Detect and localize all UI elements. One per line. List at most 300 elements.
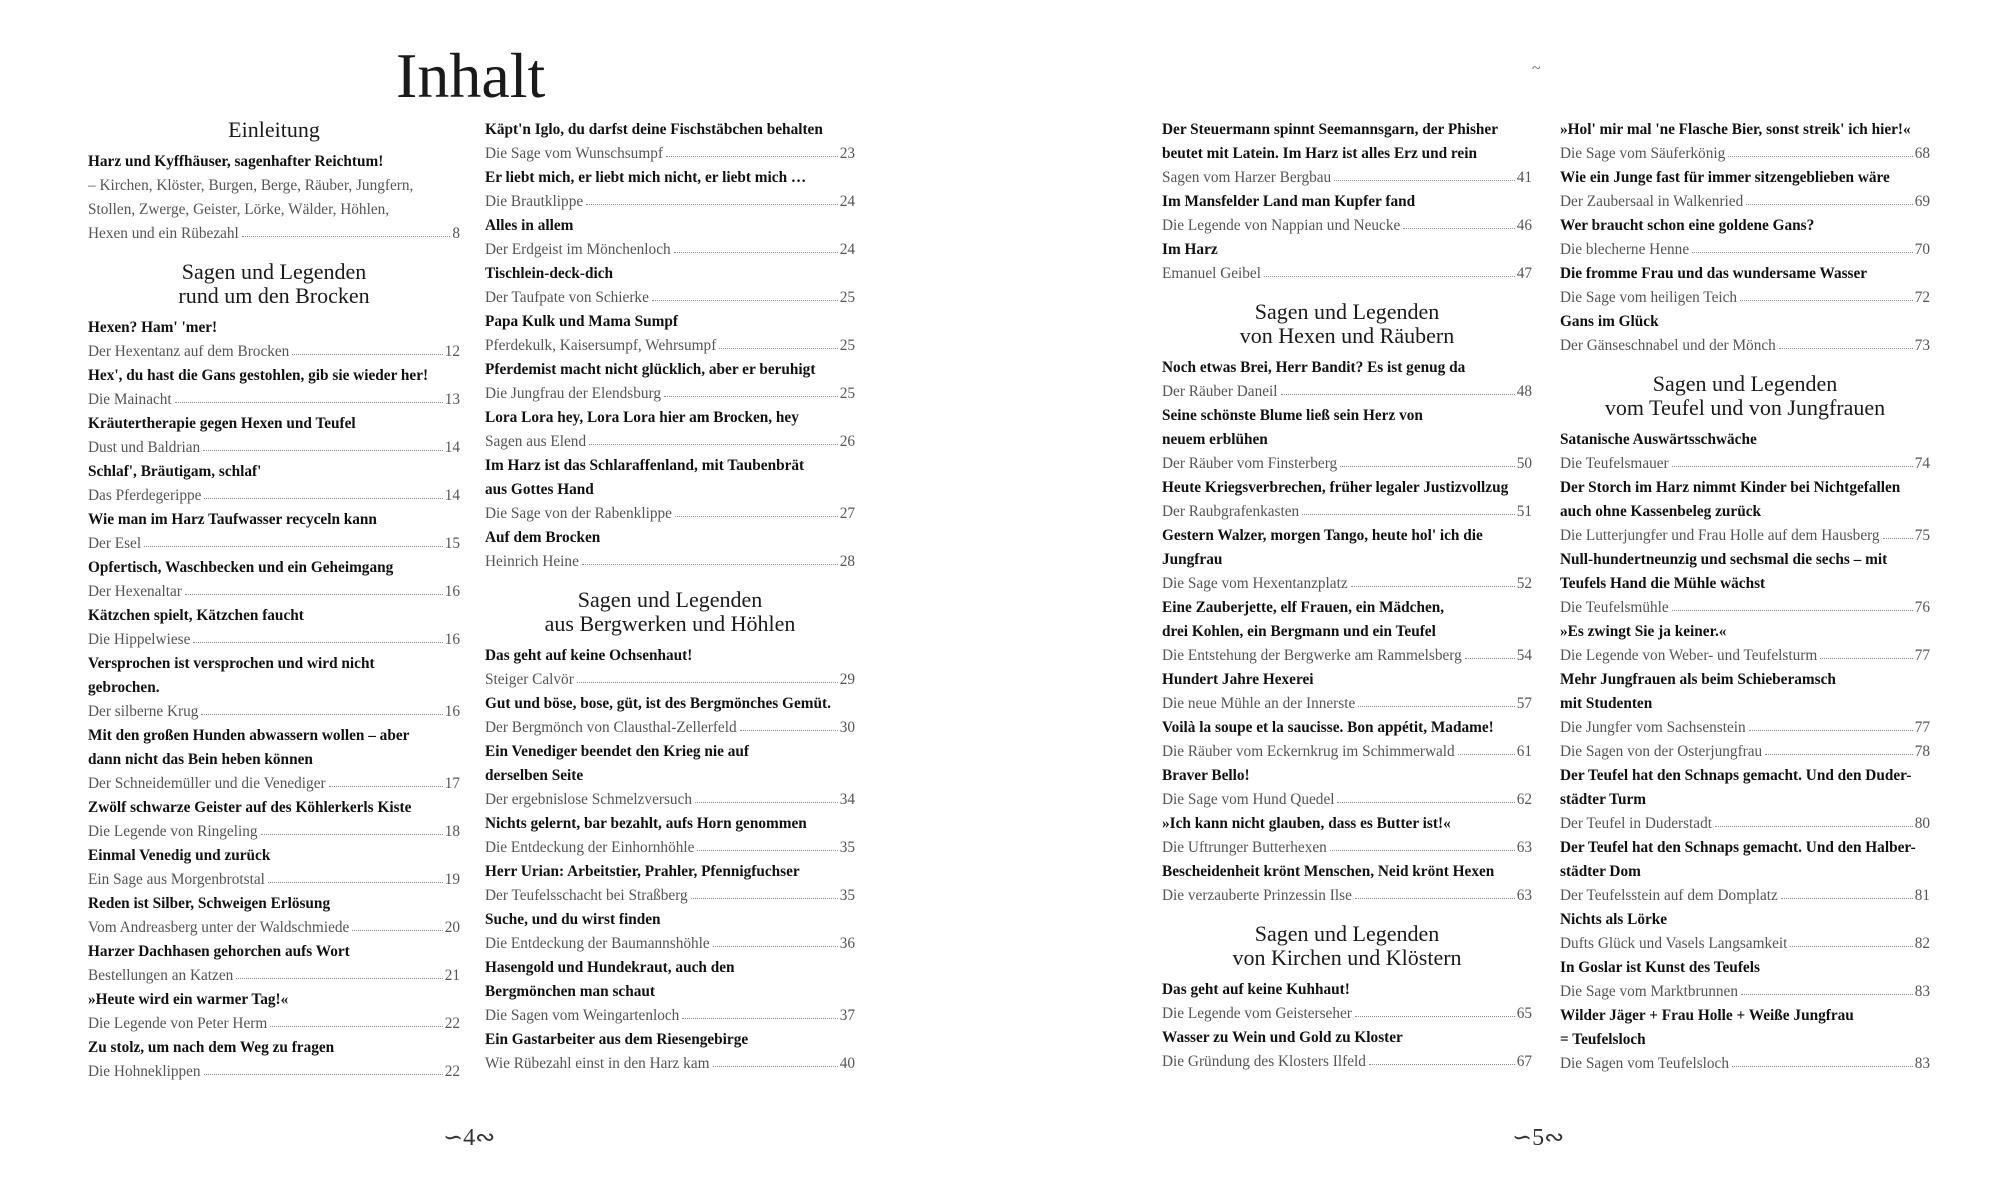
story-title: auch ohne Kassenbeleg zurück bbox=[1560, 503, 1762, 520]
toc-page-number: 70 bbox=[1914, 241, 1930, 258]
toc-entry-title: Vom Andreasberg unter der Waldschmiede bbox=[88, 919, 350, 936]
toc-entry[interactable] bbox=[1560, 740, 1930, 764]
story-title: Braver Bello! bbox=[1162, 767, 1250, 784]
toc-entry-title: Die Entdeckung der Einhornhöhle bbox=[485, 839, 695, 856]
toc-entry-title: Steiger Calvör bbox=[485, 671, 574, 688]
toc-entry-title: Der Hexenaltar bbox=[88, 583, 182, 600]
toc-entry-title: Sagen vom Harzer Bergbau bbox=[1162, 169, 1332, 186]
toc-entry-title: Die Mainacht bbox=[88, 391, 172, 408]
toc-entry[interactable] bbox=[1162, 452, 1532, 476]
story-title: Nichts gelernt, bar bezahlt, aufs Horn genommen bbox=[485, 815, 807, 832]
toc-entry[interactable] bbox=[1162, 740, 1532, 764]
toc-entry-title: Der Taufpate von Schierke bbox=[485, 289, 649, 306]
toc-entry[interactable] bbox=[1560, 1052, 1930, 1076]
dot-leader bbox=[682, 1004, 837, 1019]
story-title: städter Dom bbox=[1560, 863, 1641, 880]
toc-entry-title: Das Pferdegerippe bbox=[88, 487, 202, 504]
section-heading-line: Einleitung bbox=[228, 117, 320, 142]
dot-leader bbox=[1369, 1050, 1515, 1065]
toc-page-number: 14 bbox=[444, 487, 460, 504]
dot-leader bbox=[691, 884, 838, 899]
toc-entry-title: Der Gänseschnabel und der Mönch bbox=[1560, 337, 1776, 354]
toc-entry[interactable] bbox=[485, 668, 855, 692]
dot-leader bbox=[713, 932, 838, 947]
toc-page-number: 47 bbox=[1516, 265, 1532, 282]
dot-leader bbox=[1358, 692, 1514, 707]
toc-entry[interactable] bbox=[485, 334, 855, 358]
section-heading-line: vom Teufel und von Jungfrauen bbox=[1604, 395, 1886, 420]
toc-entry-title: Die Jungfer vom Sachsenstein bbox=[1560, 719, 1746, 736]
toc-entry[interactable] bbox=[485, 382, 855, 406]
toc-entry[interactable] bbox=[1162, 214, 1532, 238]
toc-entry[interactable] bbox=[485, 932, 855, 956]
toc-page-number: 63 bbox=[1516, 887, 1532, 904]
dot-leader bbox=[270, 1012, 442, 1027]
story-title: Pferdemist macht nicht glücklich, aber er beruhigt bbox=[485, 361, 816, 378]
section-heading-line: Sagen und Legenden bbox=[181, 259, 367, 284]
toc-column-2 bbox=[485, 118, 855, 1076]
page-title: Inhalt bbox=[396, 40, 546, 111]
toc-entry[interactable] bbox=[485, 836, 855, 860]
toc-entry-title: Hexen und ein Rübezahl bbox=[88, 225, 239, 242]
story-title: Kräutertherapie gegen Hexen und Teufel bbox=[88, 415, 356, 432]
toc-entry[interactable] bbox=[88, 772, 460, 796]
dot-leader bbox=[1732, 1052, 1913, 1067]
toc-page-number: 29 bbox=[839, 671, 855, 688]
toc-entry-title: Der Teufel in Duderstadt bbox=[1560, 815, 1712, 832]
toc-page-number: 17 bbox=[444, 775, 460, 792]
toc-page-number: 15 bbox=[444, 535, 460, 552]
toc-page-number: 25 bbox=[839, 289, 855, 306]
dot-leader bbox=[695, 788, 838, 803]
dot-leader bbox=[586, 190, 838, 205]
dot-leader bbox=[1672, 452, 1913, 467]
dot-leader bbox=[352, 916, 442, 931]
toc-page-number: 75 bbox=[1914, 527, 1930, 544]
dot-leader bbox=[268, 868, 443, 883]
section-heading-line: Sagen und Legenden bbox=[1254, 921, 1440, 946]
section-heading-line: Sagen und Legenden bbox=[1652, 371, 1838, 396]
story-title: dann nicht das Bein heben können bbox=[88, 751, 313, 768]
toc-page-number: 35 bbox=[839, 839, 855, 856]
page-number-right: ∽5∾ bbox=[1512, 1125, 1565, 1151]
story-title: Eine Zauberjette, elf Frauen, ein Mädchen, bbox=[1162, 599, 1445, 616]
dot-leader bbox=[740, 716, 838, 731]
toc-page-number: 20 bbox=[444, 919, 460, 936]
story-title: Suche, und du wirst finden bbox=[485, 911, 661, 928]
dot-leader bbox=[589, 430, 838, 445]
toc-entry[interactable] bbox=[88, 1060, 460, 1084]
story-title: Lora Lora hey, Lora Lora hier am Brocken, hey bbox=[485, 409, 799, 426]
toc-page-number: 30 bbox=[839, 719, 855, 736]
toc-entry-title: Die Uftrunger Butterhexen bbox=[1162, 839, 1327, 856]
toc-page-number: 21 bbox=[444, 967, 460, 984]
dot-leader bbox=[1741, 980, 1913, 995]
story-title: Reden ist Silber, Schweigen Erlösung bbox=[88, 895, 331, 912]
dot-leader bbox=[1281, 380, 1515, 395]
toc-entry[interactable] bbox=[1560, 812, 1930, 836]
toc-entry-title: Der Zaubersaal in Walkenried bbox=[1560, 193, 1744, 210]
story-title: Heute Kriegsverbrechen, früher legaler Justizvollzug bbox=[1162, 479, 1509, 496]
story-title: Einmal Venedig und zurück bbox=[88, 847, 271, 864]
story-title: Schlaf', Bräutigam, schlaf' bbox=[88, 463, 262, 480]
toc-page-number: 82 bbox=[1914, 935, 1930, 952]
toc-entry[interactable] bbox=[1560, 524, 1930, 548]
toc-entry[interactable] bbox=[88, 222, 460, 246]
toc-page-number: 13 bbox=[444, 391, 460, 408]
toc-page-number: 50 bbox=[1516, 455, 1532, 472]
toc-entry-title: Die Brautklippe bbox=[485, 193, 584, 210]
toc-entry[interactable] bbox=[485, 1004, 855, 1028]
story-title: Im Harz ist das Schlaraffenland, mit Taubenbrät bbox=[485, 457, 805, 474]
dot-leader bbox=[582, 550, 838, 565]
toc-entry-title: Der Esel bbox=[88, 535, 142, 552]
dot-leader bbox=[236, 964, 442, 979]
dot-leader bbox=[204, 484, 442, 499]
toc-page-number: 19 bbox=[444, 871, 460, 888]
toc-entry[interactable] bbox=[1560, 190, 1930, 214]
toc-entry-title: Die Teufelsmühle bbox=[1560, 599, 1669, 616]
toc-page-number: 24 bbox=[839, 241, 855, 258]
toc-entry[interactable] bbox=[1560, 980, 1930, 1004]
toc-entry[interactable] bbox=[88, 436, 460, 460]
toc-entry-title: Die Legende von Peter Herm bbox=[88, 1015, 268, 1032]
story-title: In Goslar ist Kunst des Teufels bbox=[1560, 959, 1760, 976]
toc-entry[interactable] bbox=[485, 190, 855, 214]
toc-entry[interactable] bbox=[485, 1052, 855, 1076]
toc-page-number: 22 bbox=[444, 1063, 460, 1080]
story-title: »Heute wird ein warmer Tag!« bbox=[88, 991, 289, 1008]
toc-entry[interactable] bbox=[485, 238, 855, 262]
toc-page-number: 69 bbox=[1914, 193, 1930, 210]
toc-entry-title: Die verzauberte Prinzessin Ilse bbox=[1162, 887, 1352, 904]
toc-page-number: 78 bbox=[1914, 743, 1930, 760]
section-heading-line: Sagen und Legenden bbox=[1254, 299, 1440, 324]
story-title: Gut und böse, bose, güt, ist des Bergmönches Gemüt. bbox=[485, 695, 831, 712]
intro-line: – Kirchen, Klöster, Burgen, Berge, Räuber, Jungfern, bbox=[88, 177, 414, 194]
toc-page-number: 26 bbox=[839, 433, 855, 450]
story-title: Ein Gastarbeiter aus dem Riesengebirge bbox=[485, 1031, 749, 1048]
toc-page-number: 14 bbox=[444, 439, 460, 456]
toc-entry[interactable] bbox=[88, 484, 460, 508]
story-title: beutet mit Latein. Im Harz ist alles Erz und rein bbox=[1162, 145, 1477, 162]
toc-page-number: 83 bbox=[1914, 1055, 1930, 1072]
toc-entry[interactable] bbox=[1560, 932, 1930, 956]
toc-page-number: 77 bbox=[1914, 647, 1930, 664]
story-title: Satanische Auswärtsschwäche bbox=[1560, 431, 1757, 448]
toc-entry[interactable] bbox=[485, 502, 855, 526]
toc-entry-title: Die Sage von der Rabenklippe bbox=[485, 505, 672, 522]
toc-entry[interactable] bbox=[88, 388, 460, 412]
toc-page-number: 74 bbox=[1914, 455, 1930, 472]
dot-leader bbox=[292, 340, 442, 355]
toc-entry[interactable] bbox=[1162, 380, 1532, 404]
toc-page-number: 18 bbox=[444, 823, 460, 840]
toc-entry[interactable] bbox=[485, 716, 855, 740]
toc-page-number: 22 bbox=[444, 1015, 460, 1032]
story-title: Käpt'n Iglo, du darfst deine Fischstäbchen behalten bbox=[485, 121, 823, 138]
toc-page-number: 37 bbox=[839, 1007, 855, 1024]
toc-page-number: 41 bbox=[1516, 169, 1532, 186]
story-title: Das geht auf keine Ochsenhaut! bbox=[485, 647, 693, 664]
section-heading-line: aus Bergwerken und Höhlen bbox=[544, 611, 796, 636]
section-heading bbox=[88, 118, 460, 142]
story-title: Zu stolz, um nach dem Weg zu fragen bbox=[88, 1039, 335, 1056]
story-title: Hex', du hast die Gans gestohlen, gib sie wieder her! bbox=[88, 367, 429, 384]
dot-leader bbox=[185, 580, 443, 595]
toc-entry-title: Die Sage vom Hund Quedel bbox=[1162, 791, 1335, 808]
dot-leader bbox=[1355, 1002, 1515, 1017]
story-title: Wasser zu Wein und Gold zu Kloster bbox=[1162, 1029, 1403, 1046]
toc-entry-title: Die Gründung des Klosters Ilfeld bbox=[1162, 1053, 1366, 1070]
story-title: Wer braucht schon eine goldene Gans? bbox=[1560, 217, 1815, 234]
toc-page-number: 25 bbox=[839, 385, 855, 402]
story-title: »Ich kann nicht glauben, dass es Butter ist!« bbox=[1162, 815, 1451, 832]
toc-entry-title: Die Hippelwiese bbox=[88, 631, 191, 648]
story-title: gebrochen. bbox=[88, 679, 160, 696]
section-heading bbox=[1162, 300, 1532, 348]
story-title: Null-hundertneunzig und sechsmal die sechs – mit bbox=[1560, 551, 1888, 568]
dot-leader bbox=[1740, 286, 1913, 301]
section-heading-line: Sagen und Legenden bbox=[577, 587, 763, 612]
toc-entry-title: Der Teufelsschacht bei Straßberg bbox=[485, 887, 688, 904]
dot-leader bbox=[261, 820, 443, 835]
story-title: Hexen? Ham' 'mer! bbox=[88, 319, 218, 336]
toc-entry-title: Sagen aus Elend bbox=[485, 433, 587, 450]
toc-entry[interactable] bbox=[88, 964, 460, 988]
toc-entry[interactable] bbox=[485, 286, 855, 310]
toc-entry-title: Der Räuber Daneil bbox=[1162, 383, 1278, 400]
toc-entry-title: Die Sage vom Wunschsumpf bbox=[485, 145, 663, 162]
dot-leader bbox=[242, 222, 451, 237]
dot-leader bbox=[1749, 716, 1913, 731]
toc-entry-title: Heinrich Heine bbox=[485, 553, 579, 570]
dot-leader bbox=[175, 388, 443, 403]
toc-entry[interactable] bbox=[1560, 884, 1930, 908]
story-title: Papa Kulk und Mama Sumpf bbox=[485, 313, 678, 330]
toc-entry[interactable] bbox=[88, 628, 460, 652]
toc-entry[interactable] bbox=[88, 1012, 460, 1036]
story-title: Zwölf schwarze Geister auf des Köhlerkerls Kiste bbox=[88, 799, 412, 816]
toc-entry[interactable] bbox=[1560, 596, 1930, 620]
toc-entry-title: Die Sage vom Hexentanzplatz bbox=[1162, 575, 1348, 592]
toc-entry[interactable] bbox=[1162, 1002, 1532, 1026]
toc-entry[interactable] bbox=[88, 532, 460, 556]
toc-entry-title: Die Legende vom Geisterseher bbox=[1162, 1005, 1352, 1022]
story-title: Bergmönchen man schaut bbox=[485, 983, 655, 1000]
story-title: Hasengold und Hundekraut, auch den bbox=[485, 959, 735, 976]
toc-entry[interactable] bbox=[1560, 286, 1930, 310]
story-title: Jungfrau bbox=[1162, 551, 1223, 568]
story-title: »Es zwingt Sie ja keiner.« bbox=[1560, 623, 1727, 640]
toc-column-3 bbox=[1162, 118, 1532, 1074]
story-title: Tischlein-deck-dich bbox=[485, 265, 614, 282]
story-title: Im Harz bbox=[1162, 241, 1218, 258]
toc-entry-title: Die blecherne Henne bbox=[1560, 241, 1690, 258]
toc-page-number: 73 bbox=[1914, 337, 1930, 354]
toc-entry[interactable] bbox=[1162, 500, 1532, 524]
toc-entry-title: Die Sagen vom Weingartenloch bbox=[485, 1007, 680, 1024]
dot-leader bbox=[201, 700, 442, 715]
dot-leader bbox=[1746, 190, 1912, 205]
toc-entry[interactable] bbox=[485, 430, 855, 454]
toc-entry[interactable] bbox=[1560, 644, 1930, 668]
toc-entry-title: Die Teufelsmauer bbox=[1560, 455, 1669, 472]
dot-leader bbox=[1781, 884, 1913, 899]
toc-entry-title: Pferdekulk, Kaisersumpf, Wehrsumpf bbox=[485, 337, 717, 354]
toc-entry[interactable] bbox=[1162, 262, 1532, 286]
story-title: Ein Venediger beendet den Krieg nie auf bbox=[485, 743, 750, 760]
dot-leader bbox=[203, 436, 443, 451]
toc-entry-title: Der Räuber vom Finsterberg bbox=[1162, 455, 1338, 472]
toc-entry[interactable] bbox=[1162, 692, 1532, 716]
toc-entry-title: Die Legende von Ringeling bbox=[88, 823, 258, 840]
toc-entry-title: Die neue Mühle an der Innerste bbox=[1162, 695, 1356, 712]
toc-entry[interactable] bbox=[1162, 644, 1532, 668]
dot-leader bbox=[1334, 166, 1515, 181]
toc-entry-title: Der ergebnislose Schmelzversuch bbox=[485, 791, 693, 808]
story-title: Teufels Hand die Mühle wächst bbox=[1560, 575, 1766, 592]
dot-leader bbox=[577, 668, 838, 683]
section-heading-line: von Hexen und Räubern bbox=[1239, 323, 1455, 348]
dot-leader bbox=[204, 1060, 443, 1075]
toc-entry[interactable] bbox=[88, 580, 460, 604]
toc-page-number: 8 bbox=[452, 225, 460, 242]
section-heading bbox=[1162, 922, 1532, 970]
story-title: Mit den großen Hunden abwassern wollen – aber bbox=[88, 727, 410, 744]
story-title: Herr Urian: Arbeitstier, Prahler, Pfennigfuchser bbox=[485, 863, 800, 880]
story-title: Harz und Kyffhäuser, sagenhafter Reichtum! bbox=[88, 153, 384, 170]
dot-leader bbox=[193, 628, 442, 643]
toc-entry-title: Die Sagen vom Teufelsloch bbox=[1560, 1055, 1729, 1072]
toc-entry[interactable] bbox=[1560, 238, 1930, 262]
toc-entry-title: Der silberne Krug bbox=[88, 703, 199, 720]
toc-entry-title: Die Entstehung der Bergwerke am Rammelsberg bbox=[1162, 647, 1462, 664]
toc-entry[interactable] bbox=[88, 340, 460, 364]
toc-page-number: 24 bbox=[839, 193, 855, 210]
story-title: Er liebt mich, er liebt mich nicht, er liebt mich … bbox=[485, 169, 807, 186]
toc-entry[interactable] bbox=[1560, 716, 1930, 740]
toc-entry[interactable] bbox=[1560, 142, 1930, 166]
toc-page-number: 40 bbox=[839, 1055, 855, 1072]
story-title: Noch etwas Brei, Herr Bandit? Es ist genug da bbox=[1162, 359, 1466, 376]
toc-page-number: 16 bbox=[444, 583, 460, 600]
dot-leader bbox=[1820, 644, 1912, 659]
toc-entry[interactable] bbox=[1162, 1050, 1532, 1074]
dot-leader bbox=[1403, 214, 1514, 229]
toc-entry[interactable] bbox=[1162, 836, 1532, 860]
toc-page-number: 57 bbox=[1516, 695, 1532, 712]
toc-entry[interactable] bbox=[88, 868, 460, 892]
dot-leader bbox=[697, 836, 837, 851]
story-title: Der Teufel hat den Schnaps gemacht. Und den Duder- bbox=[1560, 767, 1912, 784]
toc-entry-title: Der Raubgrafenkasten bbox=[1162, 503, 1300, 520]
toc-entry[interactable] bbox=[1560, 334, 1930, 358]
story-title: Im Mansfelder Land man Kupfer fand bbox=[1162, 193, 1416, 210]
dot-leader bbox=[144, 532, 443, 547]
toc-entry-title: Die Sage vom Säuferkönig bbox=[1560, 145, 1726, 162]
toc-entry-title: Die Legende von Nappian und Neucke bbox=[1162, 217, 1401, 234]
story-title: Auf dem Brocken bbox=[485, 529, 601, 546]
toc-page-number: 25 bbox=[839, 337, 855, 354]
toc-entry[interactable] bbox=[485, 142, 855, 166]
toc-entry[interactable] bbox=[88, 820, 460, 844]
story-title: drei Kohlen, ein Bergmann und ein Teufel bbox=[1162, 623, 1436, 640]
toc-entry[interactable] bbox=[1162, 788, 1532, 812]
dot-leader bbox=[1330, 836, 1515, 851]
toc-entry-title: Die Sage vom heiligen Teich bbox=[1560, 289, 1738, 306]
story-title: Der Steuermann spinnt Seemannsgarn, der Phisher bbox=[1162, 121, 1498, 138]
toc-page-number: 76 bbox=[1914, 599, 1930, 616]
toc-entry-title: Die Sage vom Marktbrunnen bbox=[1560, 983, 1738, 1000]
intro-line: Stollen, Zwerge, Geister, Lörke, Wälder, Höhlen, bbox=[88, 201, 390, 218]
toc-page-number: 12 bbox=[444, 343, 460, 360]
toc-entry[interactable] bbox=[485, 788, 855, 812]
toc-entry-title: Die Jungfrau der Elendsburg bbox=[485, 385, 662, 402]
story-title: aus Gottes Hand bbox=[485, 481, 594, 498]
toc-column-4 bbox=[1560, 118, 1930, 1076]
story-title: Seine schönste Blume ließ sein Herz von bbox=[1162, 407, 1423, 424]
story-title: mit Studenten bbox=[1560, 695, 1653, 712]
toc-entry[interactable] bbox=[88, 916, 460, 940]
toc-entry-title: Die Sagen von der Osterjungfrau bbox=[1560, 743, 1763, 760]
toc-page-number: 34 bbox=[839, 791, 855, 808]
story-title: Die fromme Frau und das wundersame Wasser bbox=[1560, 265, 1868, 282]
toc-page-number: 65 bbox=[1516, 1005, 1532, 1022]
toc-page-number: 81 bbox=[1914, 887, 1930, 904]
toc-entry-title: Der Bergmönch von Clausthal-Zellerfeld bbox=[485, 719, 737, 736]
dot-leader bbox=[1264, 262, 1515, 277]
toc-entry[interactable] bbox=[88, 700, 460, 724]
toc-page-number: 61 bbox=[1516, 743, 1532, 760]
toc-entry[interactable] bbox=[1162, 166, 1532, 190]
story-title: neuem erblühen bbox=[1162, 431, 1268, 448]
toc-page-number: 80 bbox=[1914, 815, 1930, 832]
section-heading-line: von Kirchen und Klöstern bbox=[1232, 945, 1462, 970]
toc-page-number: 16 bbox=[444, 631, 460, 648]
toc-entry[interactable] bbox=[485, 884, 855, 908]
toc-page-number: 77 bbox=[1914, 719, 1930, 736]
story-title: derselben Seite bbox=[485, 767, 584, 784]
story-title: Wilder Jäger + Frau Holle + Weiße Jungfrau bbox=[1560, 1007, 1854, 1024]
dot-leader bbox=[329, 772, 443, 787]
toc-page-number: 54 bbox=[1516, 647, 1532, 664]
toc-page-number: 16 bbox=[444, 703, 460, 720]
toc-entry-title: Der Schneidemüller und die Venediger bbox=[88, 775, 326, 792]
toc-page-number: 67 bbox=[1516, 1053, 1532, 1070]
toc-page-number: 52 bbox=[1516, 575, 1532, 592]
toc-page-number: 72 bbox=[1914, 289, 1930, 306]
dot-leader bbox=[1765, 740, 1913, 755]
toc-entry[interactable] bbox=[485, 550, 855, 574]
section-heading bbox=[485, 588, 855, 636]
dot-leader bbox=[1351, 572, 1515, 587]
story-title: Gestern Walzer, morgen Tango, heute hol' ich die bbox=[1162, 527, 1483, 544]
dot-leader bbox=[1715, 812, 1913, 827]
toc-entry-title: Bestellungen an Katzen bbox=[88, 967, 234, 984]
toc-entry[interactable] bbox=[1162, 572, 1532, 596]
section-heading bbox=[1560, 372, 1930, 420]
toc-entry-title: Die Legende von Weber- und Teufelsturm bbox=[1560, 647, 1818, 664]
dot-leader bbox=[1458, 740, 1515, 755]
dot-leader bbox=[1672, 596, 1913, 611]
toc-page-number: 63 bbox=[1516, 839, 1532, 856]
toc-entry-title: Der Hexentanz auf dem Brocken bbox=[88, 343, 290, 360]
toc-page-number: 68 bbox=[1914, 145, 1930, 162]
section-heading bbox=[88, 260, 460, 308]
toc-entry[interactable] bbox=[1162, 884, 1532, 908]
toc-entry[interactable] bbox=[1560, 452, 1930, 476]
